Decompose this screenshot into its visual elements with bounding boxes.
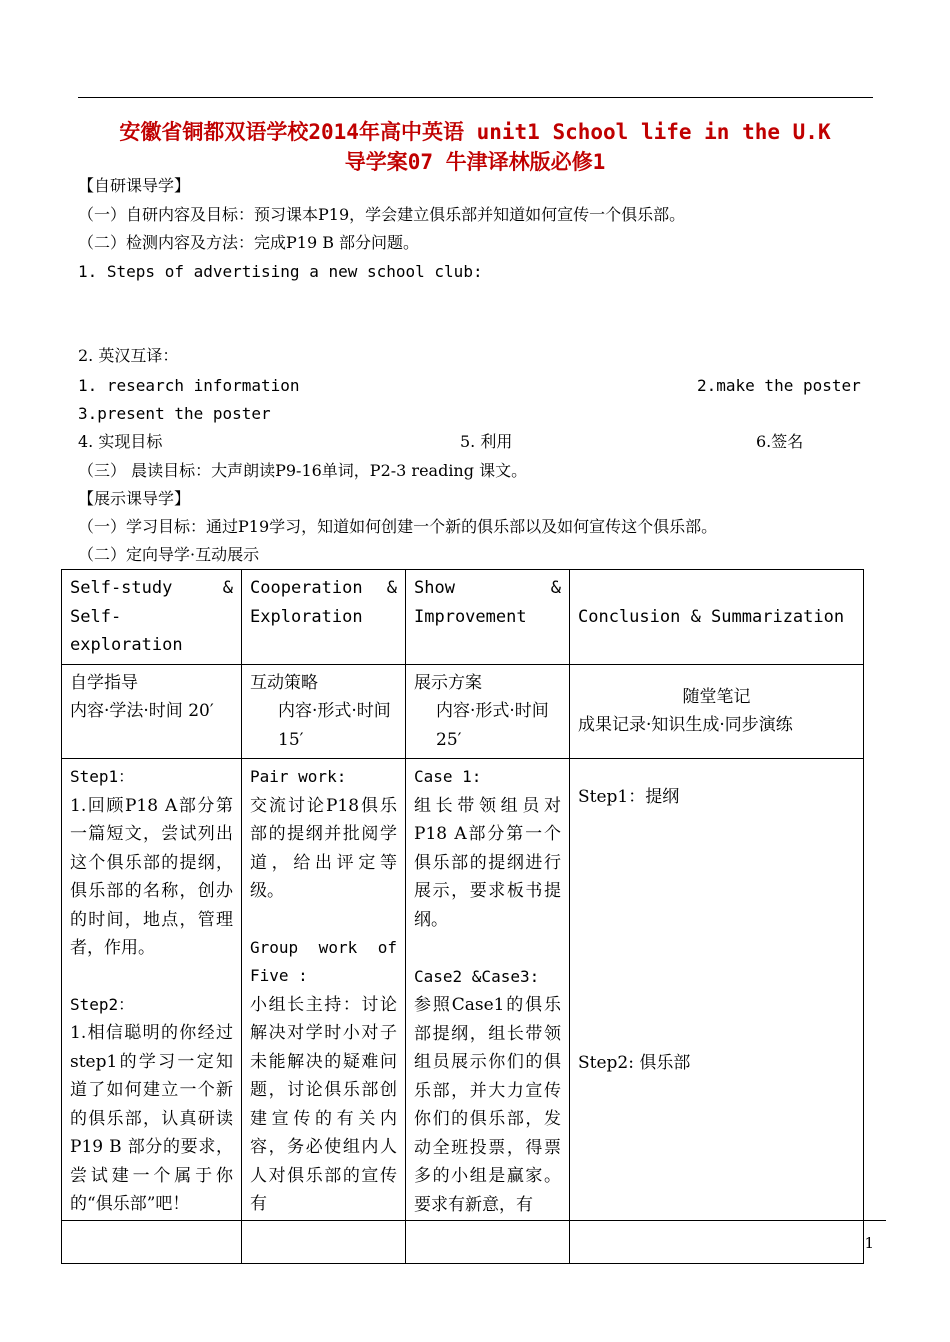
translation-1: 1. research information bbox=[78, 376, 300, 395]
table-body-row bbox=[62, 759, 864, 1264]
case1-title: Case 1: bbox=[414, 767, 482, 786]
step1-title: Step1： bbox=[70, 767, 135, 786]
group-work-text: 小组长主持：讨论解决对学时小对子未能解决的疑难问题，讨论俱乐部创建宣传的有关内容，务必使组内人人对俱乐部的宣传有 bbox=[250, 994, 397, 1214]
translation-4: 4. 实现目标 bbox=[78, 432, 163, 451]
self-study-item1: （一）自研内容及目标：预习课本P19，学会建立俱乐部并知道如何宣传一个俱乐部。 bbox=[78, 205, 686, 224]
self-study-item3: （三） 晨读目标：大声朗读P9-16单词，P2-3 reading 课文。 bbox=[78, 461, 528, 480]
document-title-line2: 导学案07 牛津译林版必修1 bbox=[344, 150, 606, 174]
body-self-study-cell bbox=[62, 759, 242, 1264]
page-number: 1 bbox=[864, 1234, 874, 1252]
subheader-show-detail: 内容·形式·时间 25′ bbox=[436, 701, 549, 750]
table-subheader-row bbox=[62, 664, 864, 759]
case23-title: Case2 &Case3: bbox=[414, 966, 540, 986]
translation-3: 3.present the poster bbox=[78, 404, 271, 423]
header-show: Show & Improvement bbox=[406, 570, 570, 665]
guide-table bbox=[61, 569, 864, 1264]
subheader-conclusion bbox=[570, 664, 864, 759]
subheader-show bbox=[406, 664, 570, 759]
body-cooperation-cell bbox=[242, 759, 406, 1264]
header-cooperation: Cooperation & Exploration bbox=[242, 570, 406, 665]
document-title-line1: 安徽省铜都双语学校2014年高中英语 unit1 School life in the U.K bbox=[119, 120, 831, 144]
case23-text: 参照Case1的俱乐部提纲，组长带领组员展示你们的俱乐部，并大力宣传你们的俱乐部，发动全班投票，得票多的小组是赢家。要求有新意，有 bbox=[414, 995, 561, 1215]
subheader-cooperation bbox=[242, 664, 406, 759]
notes-step1: Step1：提纲 bbox=[578, 787, 680, 807]
translation-5: 5. 利用 bbox=[460, 432, 513, 451]
subheader-self-study-title: 自学指导 bbox=[70, 672, 138, 693]
display-item2: （二）定向导学·互动展示 bbox=[78, 545, 260, 564]
header-rule bbox=[78, 97, 873, 98]
subheader-conclusion-title: 随堂笔记 bbox=[682, 686, 751, 707]
display-item1: （一）学习目标：通过P19学习，知道如何创建一个新的俱乐部以及如何宣传这个俱乐部。 bbox=[78, 517, 718, 536]
pair-work-text: 交流讨论P18俱乐部的提纲并批阅学道，给出评定等级。 bbox=[250, 795, 397, 901]
self-study-section-title: 【自研课导学】 bbox=[78, 176, 191, 195]
header-conclusion: Conclusion & Summarization bbox=[570, 570, 864, 665]
header-self-study: Self-study & Self-exploration bbox=[62, 570, 242, 665]
question-1: 1. Steps of advertising a new school club: bbox=[78, 262, 483, 281]
body-show-cell bbox=[406, 759, 570, 1264]
subheader-self-study bbox=[62, 664, 242, 759]
table-header-row bbox=[62, 570, 864, 665]
subheader-self-study-detail: 内容·学法·时间 20′ bbox=[70, 701, 214, 721]
subheader-show-title: 展示方案 bbox=[414, 672, 482, 693]
subheader-cooperation-title: 互动策略 bbox=[250, 672, 318, 693]
notes-step2: Step2: 俱乐部 bbox=[578, 1053, 691, 1073]
step1-text: 1.回顾P18 A部分第一篇短文，尝试列出这个俱乐部的提纲，俱乐部的名称，创办的时间，地点，管理者，作用。 bbox=[70, 795, 233, 958]
pair-work-title: Pair work: bbox=[250, 767, 347, 786]
step2-text: 1.相信聪明的你经过step1的学习一定知道了如何建立一个新的俱乐部，认真研读P19 B 部分的要求，尝试建一个属于你的“俱乐部”吧！ bbox=[70, 1023, 233, 1214]
footer-rule bbox=[61, 1220, 886, 1221]
group-work-title: Group work of Five : bbox=[250, 937, 397, 985]
case1-text: 组长带领组员对P18 A部分第一个俱乐部的提纲进行展示，要求板书提纲。 bbox=[414, 795, 561, 930]
body-conclusion-cell bbox=[570, 759, 864, 1264]
question-2: 2. 英汉互译： bbox=[78, 346, 179, 365]
subheader-conclusion-detail: 成果记录·知识生成·同步演练 bbox=[578, 715, 793, 736]
subheader-cooperation-detail: 内容·形式·时间 15′ bbox=[278, 701, 391, 750]
self-study-item2: （二）检测内容及方法：完成P19 B 部分问题。 bbox=[78, 233, 420, 252]
translation-2: 2.make the poster bbox=[697, 376, 861, 395]
translation-6: 6.签名 bbox=[756, 432, 804, 451]
display-section-title: 【展示课导学】 bbox=[78, 489, 191, 508]
step2-title: Step2： bbox=[70, 994, 135, 1014]
